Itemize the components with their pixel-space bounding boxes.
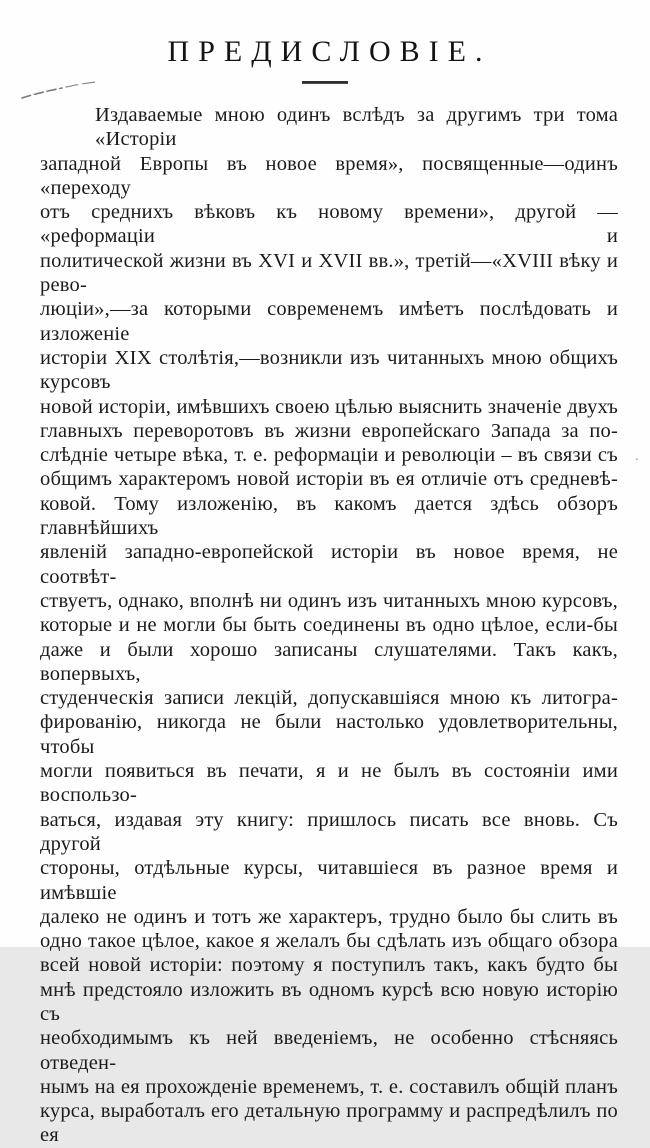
text-line: исторіи XIX столѣтія,—возникли изъ читанныхъ мною общихъ курсовъ [40, 346, 618, 394]
preface-text-block [0, 103, 650, 1148]
text-line: ваться, издавая эту книгу: пришлось писать все вновь. Съ другой [40, 808, 618, 855]
text-line: даже и были хорошо записаны слушателями. Такъ какъ, вопервыхъ, [40, 638, 618, 685]
text-line: люціи»,—за которыми современемъ имѣетъ послѣдовать и изложеніе [40, 298, 618, 345]
text-line: явленій западно-европейской исторіи въ новое время, не соотвѣт- [40, 541, 618, 588]
title-divider [302, 81, 348, 84]
text-line: студенческія записи лекцій, допускавшіяся мною къ литогра- [40, 687, 618, 710]
text-line: стороны, отдѣльные курсы, читавшіеся въ разное время и имѣвшіе [40, 857, 618, 904]
text-line: главныхъ переворотовъ въ жизни европейскаго Запада за по- [40, 419, 618, 442]
text-line: нымъ на ея прохожденіе временемъ, т. е. составилъ общій планъ [40, 1075, 618, 1098]
text-line: ковой. Тому изложенію, въ какомъ дается здѣсь обзоръ главнѣйшихъ [40, 492, 618, 540]
scan-scratch-mark [20, 78, 100, 102]
text-line: общимъ характеромъ новой исторіи въ ея отличіе отъ средневѣ- [40, 468, 618, 491]
text-line: слѣдніе четыре вѣка, т. е. реформаціи и революціи – въ связи съ [40, 444, 618, 467]
text-line: одно такое цѣлое, какое я желалъ бы сдѣлать изъ общаго обзора [40, 930, 618, 953]
text-line: необходимымъ къ ней введеніемъ, не особенно стѣсняясь отведен- [40, 1027, 618, 1074]
text-line: Издаваемые мною одинъ вслѣдъ за другимъ три тома «Исторіи [95, 104, 618, 151]
text-line: новой исторіи, имѣвшихъ своею цѣлью выяснить значеніе двухъ [40, 395, 618, 418]
text-line: ствуетъ, однако, вполнѣ ни одинъ изъ читанныхъ мною курсовъ, [40, 589, 618, 612]
page-title: ПРЕДИСЛОВІЕ. [167, 35, 492, 68]
text-line: курса, выработалъ его детальную программу и распредѣлилъ по ея [40, 1100, 618, 1147]
text-line: мнѣ предстояло изложить въ одномъ курсѣ всю новую исторію съ [40, 978, 618, 1025]
text-line: которые и не могли бы быть соединены въ одно цѣлое, если-бы [40, 614, 618, 637]
text-line: могли появиться въ печати, я и не былъ въ состояніи ими воспользо- [40, 760, 618, 807]
text-line: отъ среднихъ вѣковъ къ новому времени», другой — «реформаціи и [40, 201, 618, 248]
scan-speck-mark: ˳ [632, 450, 639, 461]
text-line: политической жизни въ XVI и XVII вв.», третій—«XVIII вѣку и рево- [40, 249, 618, 297]
text-line: далеко не одинъ и тотъ же характеръ, трудно было бы слить въ [40, 905, 618, 928]
text-line: фированію, никогда не были настолько удовлетворительны, чтобы [40, 711, 618, 758]
text-line: всей новой исторіи: поэтому я поступилъ такъ, какъ будто бы [40, 954, 618, 977]
text-line: западной Европы въ новое время», посвященные—одинъ «переходу [40, 152, 618, 199]
